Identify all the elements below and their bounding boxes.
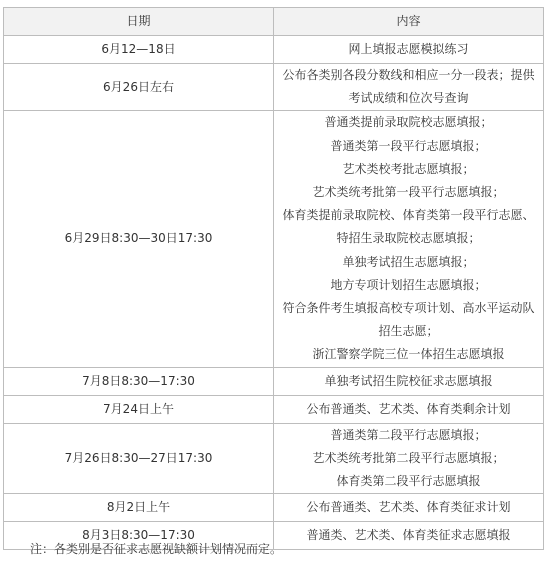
row-date: 7月24日上午 [4,395,274,423]
table-header-row [4,8,544,36]
row-content [274,36,544,64]
row-content [274,522,544,550]
content-line: 艺术类统考批第二段平行志愿填报； [312,450,505,465]
table-row [4,36,544,64]
row-content [274,64,544,111]
table-row [4,395,544,423]
header-content: 内容 [274,8,544,36]
table-row [4,494,544,522]
content-line: 普通类第一段平行志愿填报； [330,138,487,153]
content-line: 公布普通类、艺术类、体育类剩余计划 [306,401,511,416]
row-date: 8月3日8:30—17:30 [4,522,274,550]
table-row [4,423,544,494]
row-date: 6月26日左右 [4,64,274,111]
content-line: 网上填报志愿模拟练习 [348,41,469,56]
schedule-table [3,7,544,550]
row-content [274,423,544,494]
table-row [4,367,544,395]
content-line: 普通类、艺术类、体育类征求志愿填报 [306,528,511,543]
content-line: 普通类提前录取院校志愿填报； [324,115,493,130]
content-line: 单独考试招生院校征求志愿填报 [324,373,493,388]
table-body [4,36,544,550]
table-row [4,64,544,111]
content-line: 艺术类统考批第一段平行志愿填报； [312,185,505,200]
row-date: 6月12—18日 [4,36,274,64]
row-date: 7月26日8:30—27日17:30 [4,423,274,494]
content-line: 艺术类校考批志愿填报； [342,161,475,176]
row-content [274,395,544,423]
row-date: 8月2日上午 [4,494,274,522]
header-date: 日期 [4,8,274,36]
row-content [274,367,544,395]
row-date: 6月29日8:30—30日17:30 [4,111,274,367]
content-line: 地方专项计划招生志愿填报； [330,277,487,292]
table-row [4,111,544,367]
content-line: 公布普通类、艺术类、体育类征求计划 [306,500,511,515]
content-line: 体育类提前录取院校、体育类第一段平行志愿、特招生录取院校志愿填报； [282,208,535,246]
row-date: 7月8日8:30—17:30 [4,367,274,395]
row-content [274,111,544,367]
content-line: 浙江警察学院三位一体招生志愿填报 [312,347,505,362]
row-content [274,494,544,522]
content-line: 普通类第二段平行志愿填报； [330,427,487,442]
content-line: 公布各类别各段分数线和相应一分一段表；提供考试成绩和位次号查询 [282,68,535,106]
content-line: 单独考试招生志愿填报； [342,254,475,269]
content-line: 体育类第二段平行志愿填报 [336,474,481,489]
footnote: 注：各类别是否征求志愿视缺额计划情况而定。 [30,542,283,556]
content-line: 符合条件考生填报高校专项计划、高水平运动队招生志愿； [282,301,535,339]
